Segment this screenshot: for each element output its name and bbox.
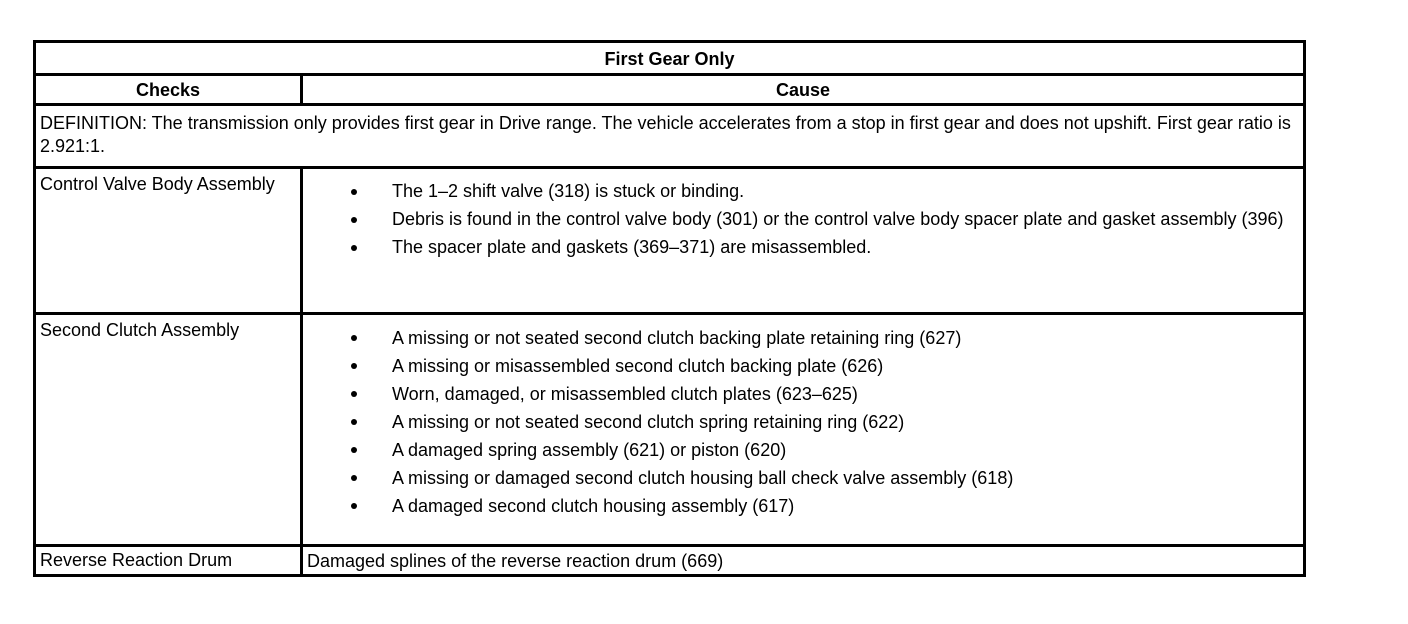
list-item [307, 408, 1299, 436]
table-row [35, 546, 1305, 576]
table-row [35, 168, 1305, 314]
bullet-icon [351, 503, 357, 509]
cause-text: Debris is found in the control valve body (301) or the control valve body spacer plate and gasket assembly (396) [392, 209, 1284, 229]
cause-text: The 1–2 shift valve (318) is stuck or binding. [392, 181, 745, 201]
check-cell: Second Clutch Assembly [35, 314, 302, 546]
definition-row [35, 105, 1305, 168]
bullet-icon [351, 419, 357, 425]
cause-list [307, 178, 1299, 260]
list-item [307, 352, 1299, 380]
list-item [307, 464, 1299, 492]
cause-cell: Damaged splines of the reverse reaction drum (669) [302, 546, 1305, 576]
title-row [35, 42, 1305, 75]
bullet-icon [351, 391, 357, 397]
cause-text: A damaged second clutch housing assembly (617) [392, 496, 795, 516]
cause-text: A missing or damaged second clutch housing ball check valve assembly (618) [392, 468, 1014, 488]
cause-text: A missing or not seated second clutch backing plate retaining ring (627) [392, 328, 962, 348]
list-item [307, 380, 1299, 408]
table-title: First Gear Only [35, 42, 1305, 75]
list-item [307, 234, 1299, 260]
bullet-icon [351, 363, 357, 369]
list-item [307, 178, 1299, 204]
definition-text: DEFINITION: The transmission only provides first gear in Drive range. The vehicle accelerates from a stop in first gear and does not upshift. First gear ratio is 2.921:1. [35, 105, 1305, 168]
cause-cell [302, 314, 1305, 546]
cause-cell [302, 168, 1305, 314]
cause-header: Cause [302, 75, 1305, 105]
cause-list [307, 324, 1299, 520]
list-item [307, 492, 1299, 520]
bullet-icon [351, 217, 357, 223]
check-cell: Control Valve Body Assembly [35, 168, 302, 314]
bullet-icon [351, 335, 357, 341]
bullet-icon [351, 475, 357, 481]
cause-text: Worn, damaged, or misassembled clutch plates (623–625) [392, 384, 858, 404]
table-row [35, 314, 1305, 546]
cause-text: A damaged spring assembly (621) or piston (620) [392, 440, 787, 460]
cause-text: A missing or misassembled second clutch backing plate (626) [392, 356, 884, 376]
check-cell: Reverse Reaction Drum [35, 546, 302, 576]
cause-text: A missing or not seated second clutch spring retaining ring (622) [392, 412, 905, 432]
bullet-icon [351, 189, 357, 195]
list-item [307, 436, 1299, 464]
checks-header: Checks [35, 75, 302, 105]
bullet-icon [351, 447, 357, 453]
list-item [307, 324, 1299, 352]
list-item [307, 206, 1299, 232]
header-row [35, 75, 1305, 105]
diagnostic-table [33, 40, 1306, 577]
cause-text: The spacer plate and gaskets (369–371) are misassembled. [392, 237, 872, 257]
bullet-icon [351, 245, 357, 251]
